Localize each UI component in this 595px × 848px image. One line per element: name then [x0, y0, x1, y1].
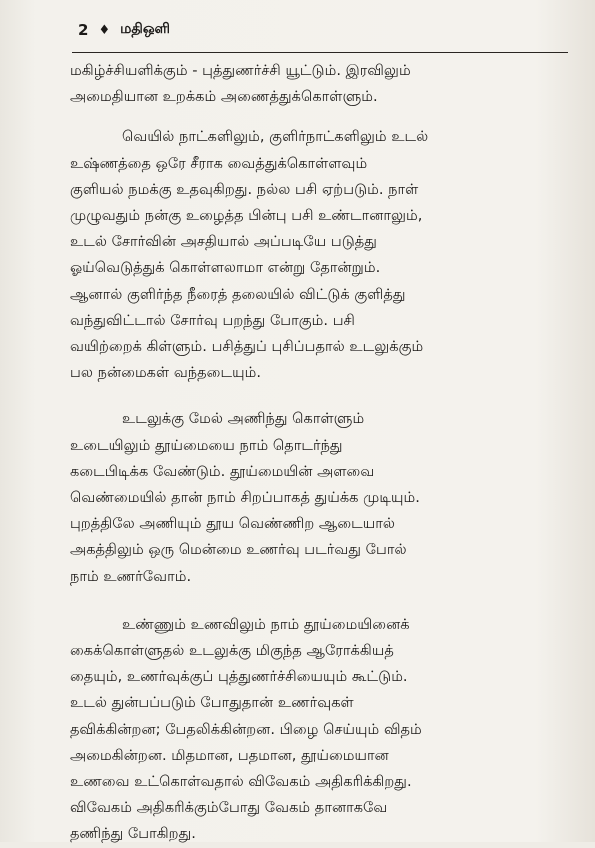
header-rule: [72, 52, 568, 53]
book-title: மதிஒளி: [120, 21, 171, 37]
text-line: அமைகின்றன. மிதமான, பதமான, தூய்மையான: [70, 746, 389, 764]
text-line: உடல் சோர்வின் அசதியால் அப்படியே படுத்து: [70, 233, 377, 251]
text-line: உடல் துன்பப்படும் போதுதான் உணர்வுகள்: [70, 694, 354, 712]
text-line: உடையிலும் தூய்மையை நாம் தொடர்ந்து: [70, 436, 343, 454]
text-line: தணிந்து போகிறது.: [70, 825, 196, 843]
text-line: விவேகம் அதிகரிக்கும்போது வேகம் தானாகவே: [70, 799, 388, 817]
text-line: உண்ணும் உணவிலும் நாம் தூய்மையினைக்: [122, 615, 410, 633]
page-body: [70, 58, 570, 848]
text-line: மகிழ்ச்சியளிக்கும் - புத்துணர்ச்சி யூட்டும். இரவிலும்: [70, 62, 411, 79]
paragraph-3: [70, 406, 570, 589]
paragraph-4: [70, 612, 570, 848]
text-line: அமைதியான உறக்கம் அணைத்துக்கொள்ளும்.: [70, 88, 378, 106]
text-line: வெயில் நாட்களிலும், குளிர்நாட்களிலும் உடல்: [122, 128, 429, 146]
page-header: [78, 16, 170, 44]
text-line: வந்துவிட்டால் சோர்வு பறந்து போகும். பசி: [70, 311, 355, 329]
text-line: பல நன்மைகள் வந்தடையும்.: [70, 364, 261, 382]
text-line: அகத்திலும் ஒரு மென்மை உணர்வு படர்வது போல்: [70, 541, 407, 559]
text-line: ஆனால் குளிர்ந்த நீரைத் தலையில் விட்டுக் குளித்து: [70, 285, 406, 303]
text-line: கடைபிடிக்க வேண்டும். தூய்மையின் அளவை: [70, 462, 375, 480]
paragraph-1: [70, 58, 570, 110]
text-line: உஷ்ணத்தை ஒரே சீராக வைத்துக்கொள்ளவும்: [70, 154, 368, 172]
text-line: தையும், உணர்வுக்குப் புத்துணர்ச்சியையும் கூட்டும்.: [70, 668, 408, 686]
text-line: உணவை உட்கொள்வதால் விவேகம் அதிகரிக்கிறது.: [70, 773, 412, 791]
diamond-separator-icon: ♦: [98, 22, 111, 38]
text-line: முழுவதும் நன்கு உழைத்த பின்பு பசி உண்டானாலும்,: [70, 207, 423, 225]
text-line: தவிக்கின்றன; பேதலிக்கின்றன. பிழை செய்யும் விதம்: [70, 720, 422, 738]
text-line: வெண்மையில் தான் நாம் சிறப்பாகத் துய்க்க முடியும்.: [70, 489, 420, 507]
text-line: புறத்திலே அணியும் தூய வெண்ணிற ஆடையால்: [70, 515, 396, 533]
paragraph-2: [70, 124, 570, 386]
text-line: கைக்கொள்ளுதல் உடலுக்கு மிகுந்த ஆரோக்கியத்: [70, 642, 394, 660]
text-line: ஓய்வெடுத்துக் கொள்ளலாமா என்று தோன்றும்.: [70, 259, 381, 277]
text-line: வயிற்றைக் கிள்ளும். பசித்துப் புசிப்பதால் உடலுக்கும்: [70, 338, 424, 356]
text-line: குளியல் நமக்கு உதவுகிறது. நல்ல பசி ஏற்படும். நாள்: [70, 180, 419, 198]
page-number: 2: [78, 21, 89, 39]
text-line: நாம் உணர்வோம்.: [70, 567, 192, 585]
text-line: உடலுக்கு மேல் அணிந்து கொள்ளும்: [122, 410, 365, 428]
